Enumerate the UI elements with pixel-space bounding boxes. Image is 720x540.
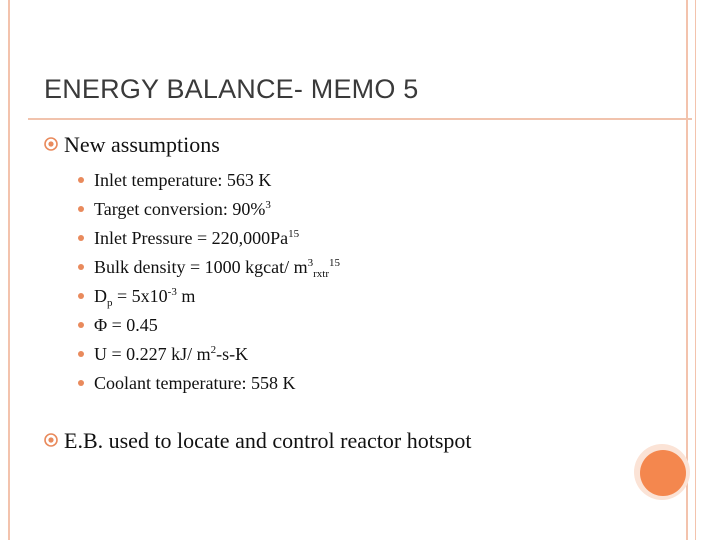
item-superscript: 15 — [329, 257, 341, 269]
item-text: Inlet temperature: 563 K — [94, 170, 272, 190]
item-text: Inlet Pressure = 220,000Pa — [94, 228, 289, 248]
section-eb-hotspot — [44, 428, 472, 454]
list-item — [74, 282, 340, 311]
left-frame-line — [8, 0, 10, 540]
section-new-assumptions — [44, 132, 220, 158]
list-item — [74, 224, 340, 253]
bullet-dot-icon — [78, 293, 84, 299]
item-text: Bulk density = 1000 kgcat/ m — [94, 257, 308, 277]
list-item — [74, 253, 340, 282]
slide-title: ENERGY BALANCE- MEMO 5 — [44, 74, 419, 104]
item-subscript: rxtr — [313, 268, 330, 280]
item-text: D — [94, 286, 107, 306]
item-superscript: 15 — [288, 228, 300, 240]
item-superscript: -3 — [167, 286, 177, 298]
bullet-dot-icon — [78, 351, 84, 357]
sun-bullet-icon — [44, 137, 58, 151]
bullet-dot-icon — [78, 322, 84, 328]
item-superscript: 3 — [265, 199, 271, 211]
list-item — [74, 340, 340, 369]
item-superscript: 3 — [307, 257, 314, 269]
list-item — [74, 166, 340, 195]
right-frame-line-thin — [695, 0, 696, 540]
bullet-dot-icon — [78, 264, 84, 270]
item-text: Φ = 0.45 — [94, 315, 158, 335]
item-text: U = 0.227 kJ/ m — [94, 344, 211, 364]
sun-bullet-icon — [44, 433, 58, 447]
item-subscript: p — [107, 297, 113, 309]
item-text: -s-K — [216, 344, 249, 364]
assumptions-list — [74, 166, 340, 398]
item-text: Target conversion: 90% — [94, 199, 266, 219]
title-divider — [28, 118, 692, 120]
bullet-dot-icon — [78, 380, 84, 386]
list-item — [74, 195, 340, 224]
list-item — [74, 369, 340, 398]
list-item — [74, 311, 340, 340]
section-heading: New assumptions — [64, 132, 220, 157]
item-text: m — [176, 286, 196, 306]
decorative-circle — [640, 450, 686, 496]
bullet-dot-icon — [78, 177, 84, 183]
item-text: = 5x10 — [112, 286, 168, 306]
section-heading: E.B. used to locate and control reactor hotspot — [64, 428, 472, 453]
bullet-dot-icon — [78, 206, 84, 212]
item-text: Coolant temperature: 558 K — [94, 373, 296, 393]
bullet-dot-icon — [78, 235, 84, 241]
item-superscript: 2 — [210, 344, 217, 356]
